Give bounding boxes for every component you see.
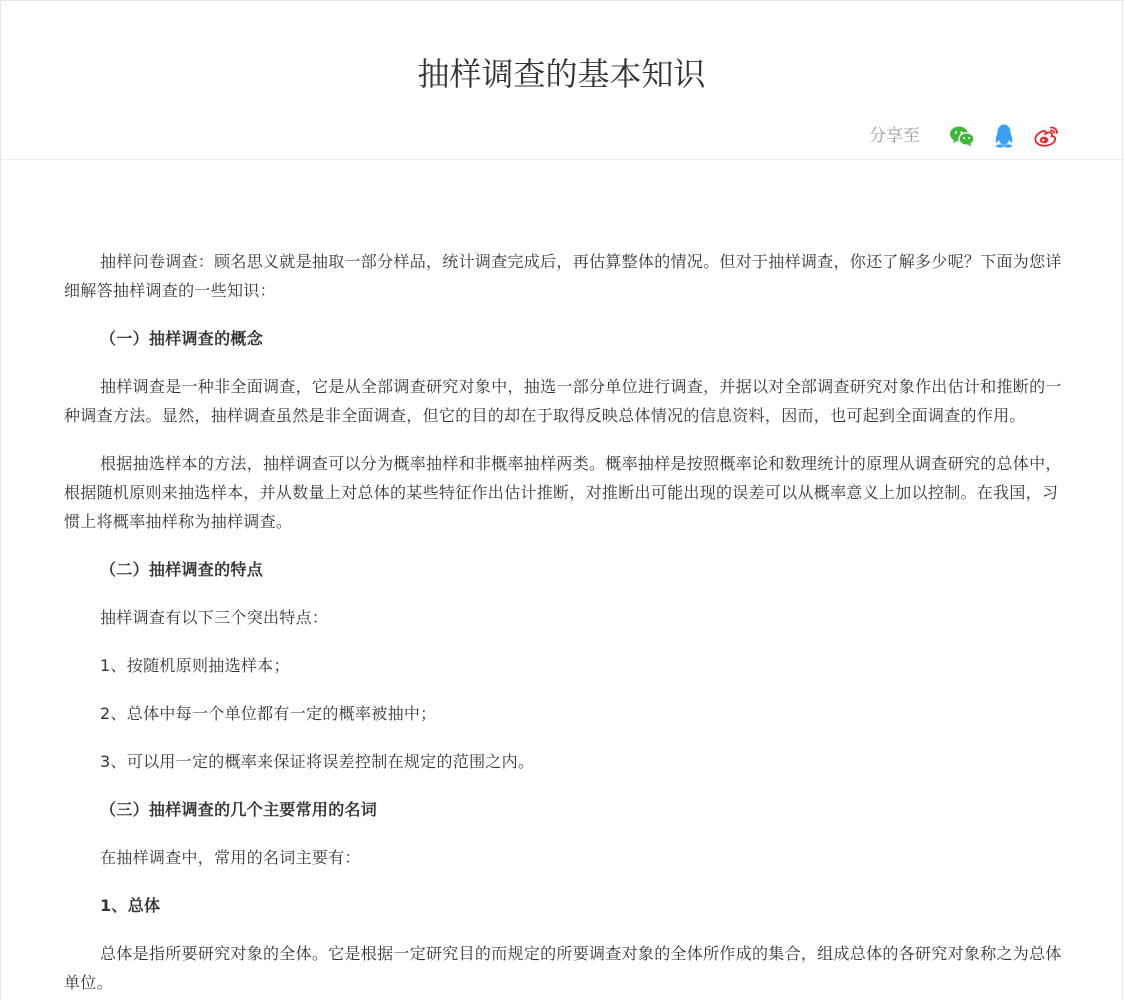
article-header: [1, 1, 1122, 160]
subsection-heading: 1、总体: [100, 896, 161, 915]
paragraph: 抽样调查是一种非全面调查，它是从全部调查研究对象中，抽选一部分单位进行调查，并据以对全部调查研究对象作出估计和推断的一种调查方法。显然，抽样调查虽然是非全面调查，但它的目的却在于取得反映总体情况的信息资料，因而，也可起到全面调查的作用。: [64, 377, 1062, 425]
paragraph: 抽样问卷调查：顾名思义就是抽取一部分样品，统计调查完成后，再估算整体的情况。但对于抽样调查，你还了解多少呢？下面为您详细解答抽样调查的一些知识：: [64, 252, 1062, 300]
paragraph: 总体是指所要研究对象的全体。它是根据一定研究目的而规定的所要调查对象的全体所作成的集合，组成总体的各研究对象称之为总体单位。: [64, 944, 1062, 992]
share-label: 分享至: [869, 126, 920, 146]
list-item: 1、按随机原则抽选样本；: [100, 656, 290, 675]
qq-icon[interactable]: [990, 122, 1018, 150]
paragraph: 在抽样调查中，常用的名词主要有：: [100, 848, 361, 867]
wechat-icon[interactable]: [948, 122, 976, 150]
paragraph: 抽样调查有以下三个突出特点：: [100, 608, 329, 627]
page-title: 抽样调查的基本知识: [417, 55, 706, 93]
list-item: 3、可以用一定的概率来保证将误差控制在规定的范围之内。: [100, 752, 535, 771]
section-heading: （一）抽样调查的概念: [100, 329, 264, 348]
list-item: 2、总体中每一个单位都有一定的概率被抽中；: [100, 704, 437, 723]
paragraph: 根据抽选样本的方法，抽样调查可以分为概率抽样和非概率抽样两类。概率抽样是按照概率论和数理统计的原理从调查研究的总体中，根据随机原则来抽选样本，并从数量上对总体的某些特征作出估计推断，对推断出可能出现的误差可以从概率意义上加以控制。在我国，习惯上将概率抽样称为抽样调查。: [64, 454, 1062, 531]
article-body: [64, 247, 1064, 1000]
section-heading: （三）抽样调查的几个主要常用的名词: [100, 800, 378, 819]
share-bar: [869, 122, 1060, 150]
weibo-icon[interactable]: [1032, 122, 1060, 150]
section-heading: （二）抽样调查的特点: [100, 560, 264, 579]
